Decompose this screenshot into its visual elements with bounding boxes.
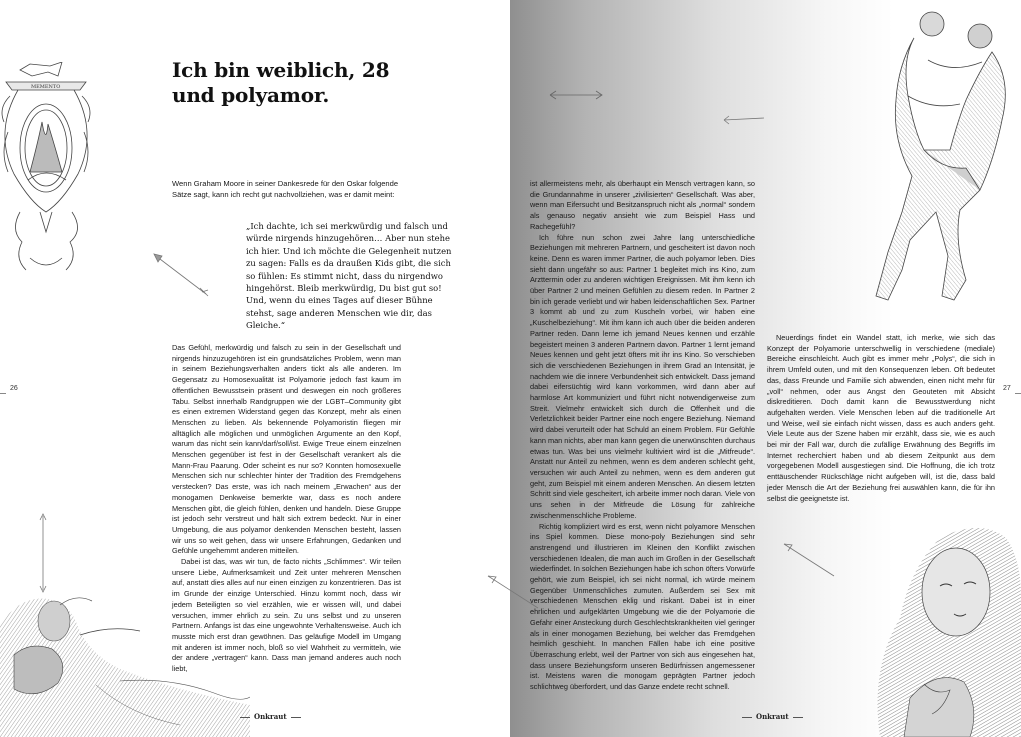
paragraph: Das Gefühl, merkwürdig und falsch zu sein in der Gesellschaft und nirgends hinzuzugehören ist ein grundsätzliches Problem, wenn man in seinem Beziehungsverhalten anders tickt als alle anderen. Im Gegensatz zu Homosexualität ist Polyamorie jedoch fast kaum im öffentlichen Bewusstsein präsent und deswegen ein noch größeres Tabu. Selbst innerhalb Randgruppen wie der LGBT–Community gibt es einen extremen Widerstand gegen das Konzept, mehr als einen Menschen zu lieben. Als bekennende Polyamoristin fliegen mir alltäglich alle möglichen und unmöglichen Argumente an den Kopf, warum das nicht sein kann/darf/soll/ist. Ewige Treue einem einzelnen Menschen gegenüber ist fest in der Gesellschaft verankert als die Mann-Frau Paarung. Oder scheint es nur so? Konnten homosexuelle Menschen sich nur schlechter hinter der Tradition des Fremdgehens verstecken? Das erste, was ich nach meinem „Erwachen“ aus der monogamen Denkweise bemerkte war, dass es noch andere Menschen gibt, die gleich fühlen, denken und handeln. Diese Gruppe ist jedoch sehr verstreut und hält sich extrem bedeckt. Nur in einer Umgebung, die aus polyamor denkenden Menschen besteht, lassen wir uns so weit gehen, dass wir unsere Erfahrungen, Gedanken und Gefühle ungehemmt anderen mitteilen. bbox=[172, 343, 401, 556]
footer-rule bbox=[291, 717, 301, 718]
pull-quote: „Ich dachte, ich sei merkwürdig und falsch und würde nirgends hinzugehören… Aber nun stehe ich hier. Und ich möchte die Gelegenheit nutzen zu sagen: Falls es da draußen Kids gibt, die sich so fühlen: Es stimmt nicht, dass du nirgendwo hingehörst. Bleib merkwürdig, Du bist gut so! Und, wenn du eines Tages auf dieser Bühne stehst, sage anderen Menschen wie dir, das Gleiche.“ bbox=[246, 221, 452, 331]
footer-magazine-name bbox=[236, 712, 305, 721]
body-column-middle bbox=[530, 179, 755, 693]
emblem-banner-text: MEMENTO bbox=[31, 84, 61, 90]
body-column-right bbox=[767, 333, 995, 504]
arrow-sketch-illustration bbox=[720, 112, 768, 126]
page-number-rule bbox=[1015, 393, 1021, 394]
vertical-arrow-sketch bbox=[38, 512, 48, 594]
footer-label: Onkraut bbox=[756, 712, 789, 721]
woman-portrait-illustration bbox=[840, 518, 1021, 737]
body-column-left bbox=[172, 343, 401, 675]
right-page bbox=[510, 0, 1021, 737]
arrow-sketch-illustration bbox=[150, 250, 212, 300]
wrestling-sculpture-illustration bbox=[862, 0, 1021, 318]
paragraph: Neuerdings findet ein Wandel statt, ich merke, wie sich das Konzept der Polyamorie unterschwellig in verschiedene (mediale) Bereiche einschleicht. Auch gibt es immer mehr „Polys“, die sich in ihrem Umfeld outen, und mit den Konsequenzen leben. Oft bedeutet das, dass Freunde und Familie sich abwenden, einen nicht mehr für „voll“ nehmen, oder aus Angst den Geouteten mit Absicht diskreditieren. Doch damit kann die Bewusstwerdung nicht aufgehalten werden. Viele Menschen leben auf die traditionelle Art und Weise, weil sie einfach nicht wissen, dass es auch anders geht. Viele Leute aus der Szene haben mir erzählt, dass sie, wie es auch bei mir der Fall war, durch die zufällige Erwähnung des Begriffs im Internet recherchiert haben und ab diesem Zeitpunkt aus dem vorgegebenen Modell ausgestiegen sind. Die Hoffnung, die ich trotz enttäuschender Rückschläge nicht aufgeben will, ist die, dass bald jeder Mensch die Art der Beziehung frei auswählen kann, die für ihn selbst die geeignetste ist. bbox=[767, 333, 995, 503]
paragraph: Ich führe nun schon zwei Jahre lang unterschiedliche Beziehungen mit mehreren Partnern, und gescheitert ist davon noch keine. Denn es waren immer Partner, die auch polyamor leben. Dies sieht dann ungefähr so aus: Partner 1 begleitet mich ins Kino, zum Arzttermin oder zu anderen wichtigen Ereignissen. Mit ihm kenn ich über Partner 2 und meinen Gefühlen zu diesem reden. In Partner 2 bin ich gerade verliebt und wir haben leidenschaftlichen Sex. Partner 3 kommt ab und zu zum Kuscheln vorbei, wir haben eine „Kuschelbeziehung“. Mit ihm kann ich auch über die beiden anderen Partner reden. Dann lerne ich jemand Neues kennen und erzähle begeistert meinen 3 anderen Partnern davon. Partner 1 lernt jemand Neues kennen und geht jetzt öfters mit ihr ins Kino. So verschieben sich die verschiedenen Beziehungen in ihrem Grad an Intensität, je nachdem wie die innere Verbundenheit sich entwickelt. Dass jemand dabei eifersüchtig wird kann vorkommen, wird dann aber auf harmlose Art kommuniziert und führt nicht notwendigerweise zum Streit. Vielmehr entwickelt sich durch die Offenheit und die Verletzlichkeit beider Partner eine noch engere Beziehung. Niemand wird dabei verurteilt oder hat Schuld an einem Problem. Für Gefühle kann man nichts, aber man kann gegen die unerwünschten durchaus etwas tun. Was bei uns vielmehr kultiviert wird ist die „Mitfreude“. Anstatt nur Anteil zu nehmen, wenn es dem anderen schlecht geht, versuchen wir auch Anteil zu nehmen, wenn es dem anderen gut geht, zum Beispiel mit einem anderen Menschen. An diesem letzten Schritt sind viele gescheitert, ich arbeite immer noch daran. Viele von uns sehen in der Mitfreude die Lösung für zahlreiche zwischenmenschliche Probleme. bbox=[530, 232, 755, 520]
arrow-sketch-illustration bbox=[780, 540, 840, 580]
ornamental-emblem-illustration bbox=[0, 62, 92, 287]
footer-rule bbox=[793, 717, 803, 718]
page-number: 27 bbox=[1003, 385, 1011, 392]
footer-magazine-name bbox=[738, 712, 807, 721]
page-number: 26 bbox=[10, 385, 18, 392]
article-headline: Ich bin weiblich, 28 und polyamor. bbox=[172, 58, 390, 107]
footer-rule bbox=[742, 717, 752, 718]
arrow-sketch-illustration bbox=[546, 88, 606, 102]
left-page bbox=[0, 0, 510, 737]
page-number-rule bbox=[0, 393, 6, 394]
paragraph: Dabei ist das, was wir tun, de facto nichts „Schlimmes“. Wir teilen unsere Liebe, Aufmerksamkeit und Zeit unter mehreren Menschen auf, anstatt dies alles auf nur einen einzigen zu konzentrieren. Das ist im Grunde der einzige Unterschied. Hinzu kommt noch, dass wir jedem Beteiligten so viel erzählen, wie er wissen will, und dabei versuchen, immer ehrlich zu sein. Zu uns selbst und zu unseren Partnern. Anfangs ist das eine ungewohnte Verhaltensweise. Auch ich musste mich erst dran gewöhnen. Das geläufige Modell im Umgang mit anderen ist immer noch, bloß so viel Wahrheit zu vermitteln, wie der andere „vertragen“ kann. Dass man jemand anderes auch noch liebt, bbox=[172, 557, 401, 674]
footer-label: Onkraut bbox=[254, 712, 287, 721]
footer-rule bbox=[240, 717, 250, 718]
paragraph: ist allermeistens mehr, als überhaupt ein Mensch vertragen kann, so die Grundannahme in unserer „zivilisierten“ Gesellschaft. Was aber, wenn man Eifersucht und Besitzanspruch nicht als „normal“ sondern als genauso negativ ansieht wie zum Beispiel Hass und Rachegefühl? bbox=[530, 179, 755, 231]
paragraph: Richtig kompliziert wird es erst, wenn nicht polyamore Menschen ins Spiel kommen. Diese mono-poly Beziehungen sind sehr anstrengend und illustrieren im Kleinen den Konflikt zwischen verschiedenen Idealen, die man auch im Großen in der Gesellschaft wiederfindet. In solchen Beziehungen habe ich schon öfters Vorwürfe gehört, wie zum Beispiel, ich sei nicht normal, ich würde meinem Gegenüber Unmenschliches zumuten. Außerdem sei Sex mit verschiedenen Menschen eklig und riskant. Dabei ist in einer ehrlichen und aufgeklärten Umgebung wie die der Polyamorie die Gefahr einer Ansteckung durch Geschlechtskrankheiten viel geringer als in einer monogamen Beziehung, bei welcher das Fremdgehen heimlich geschieht. In manchen Fällen habe ich eine positive Überraschung erlebt, weil der Partner von sich aus eingesehen hat, dass unsere Beziehungsform unseren Bedürfnissen angemessener ist. Meistens waren die monogam geprägten Partner jedoch schlichtweg überfordert, und das Ganze endete recht schnell. bbox=[530, 521, 755, 692]
intro-paragraph: Wenn Graham Moore in seiner Dankesrede für den Oskar folgende Sätze sagt, kann ich recht gut nachvollziehen, was er damit meint: bbox=[172, 179, 399, 199]
